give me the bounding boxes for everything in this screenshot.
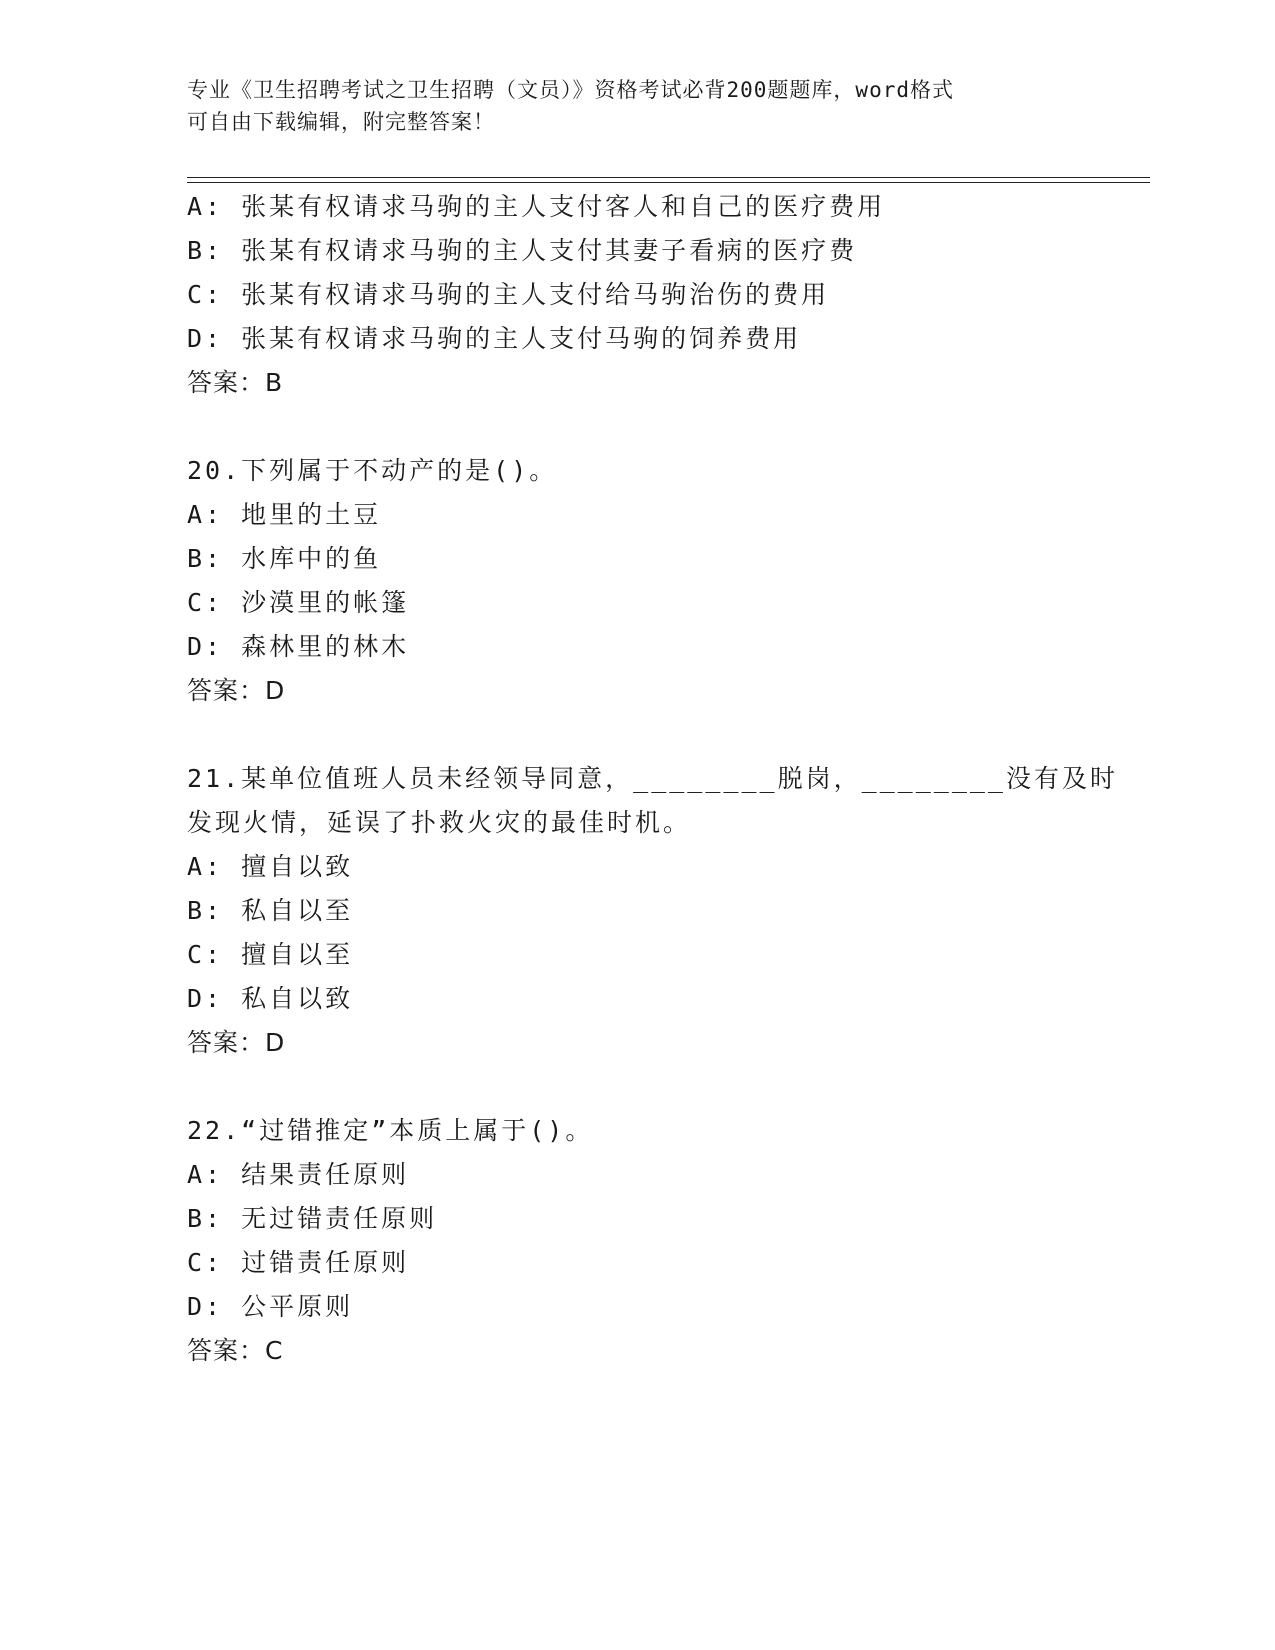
q20-question: 20.下列属于不动产的是()。 <box>187 456 558 485</box>
q22-answer: 答案：C <box>187 1336 284 1365</box>
q22-option-b: B: 无过错责任原则 <box>187 1204 438 1233</box>
q20-option-c: C: 沙漠里的帐篷 <box>187 588 410 617</box>
q21-option-a: A: 擅自以致 <box>187 852 354 881</box>
q19-option-c: C: 张某有权请求马驹的主人支付给马驹治伤的费用 <box>187 280 830 309</box>
q22-option-a: A: 结果责任原则 <box>187 1160 410 1189</box>
q21-answer: 答案：D <box>187 1028 286 1057</box>
q20-option-b: B: 水库中的鱼 <box>187 544 382 573</box>
q20-answer: 答案：D <box>187 676 286 705</box>
q21-question-line-2: 发现火情，延误了扑救火灾的最佳时机。 <box>187 808 692 837</box>
q21-option-b: B: 私自以至 <box>187 896 354 925</box>
header-divider-thin <box>187 182 1150 183</box>
q22-option-c: C: 过错责任原则 <box>187 1248 410 1277</box>
q22-option-d: D: 公平原则 <box>187 1292 354 1321</box>
header-line-2: 可自由下载编辑，附完整答案！ <box>187 110 495 134</box>
q21-option-d: D: 私自以致 <box>187 984 354 1013</box>
q22-question: 22.“过错推定”本质上属于()。 <box>187 1116 594 1145</box>
q19-option-b: B: 张某有权请求马驹的主人支付其妻子看病的医疗费 <box>187 236 858 265</box>
header-divider <box>187 177 1150 178</box>
q20-option-a: A: 地里的土豆 <box>187 500 382 529</box>
header-line-1: 专业《卫生招聘考试之卫生招聘（文员）》资格考试必背200题题库，word格式 <box>187 78 954 102</box>
q21-question-line-1: 21.某单位值班人员未经领导同意，________脱岗，________没有及时 <box>187 764 1118 793</box>
q19-option-a: A: 张某有权请求马驹的主人支付客人和自己的医疗费用 <box>187 192 886 221</box>
document-header <box>187 74 1067 138</box>
q19-option-d: D: 张某有权请求马驹的主人支付马驹的饲养费用 <box>187 324 802 353</box>
q21-option-c: C: 擅自以至 <box>187 940 354 969</box>
q19-answer: 答案：B <box>187 368 284 397</box>
q20-option-d: D: 森林里的林木 <box>187 632 410 661</box>
